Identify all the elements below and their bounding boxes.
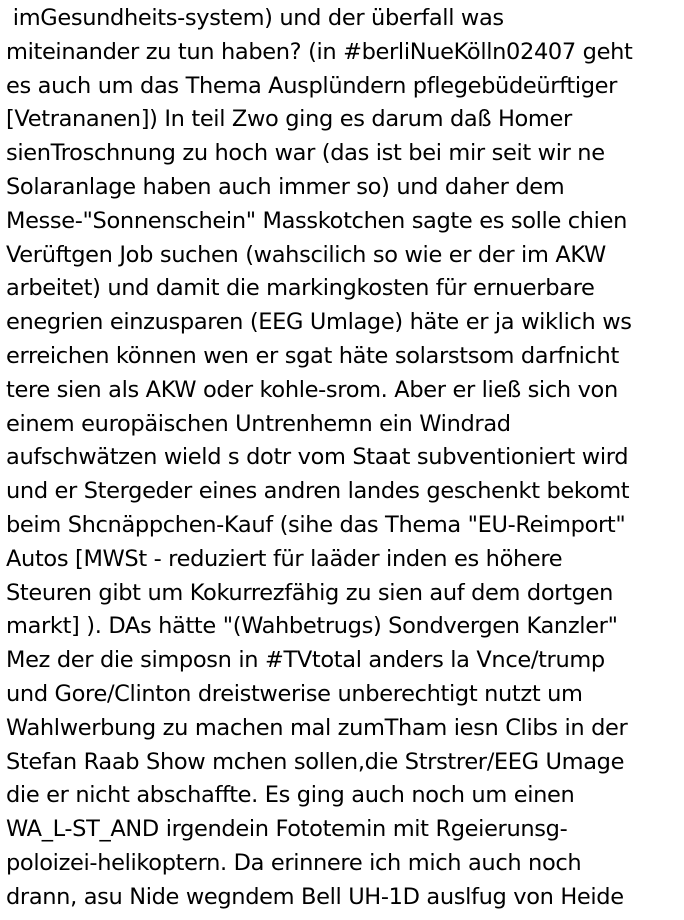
text-line: die er nicht abschaffte. Es ging auch noch um einen [6, 782, 575, 809]
text-line: imGesundheits-system) und der überfall was [6, 5, 504, 31]
text-line: arbeitet) und damit die markingkosten für ernuerbare [6, 275, 595, 302]
text-line: [Vetrananen]) In teil Zwo ging es darum daß Homer [6, 106, 572, 133]
text-line: Solaranlage haben auch immer so) und daher dem [6, 173, 565, 200]
text-line: enegrien einzusparen (EEG Umlage) häte er ja wiklich ws [6, 309, 632, 336]
text-line: Stefan Raab Show mchen sollen,die Strstrer/EEG Umage [6, 748, 625, 775]
text-line: Wahlwerbung zu machen mal zumTham iesn Clibs in der [6, 714, 628, 741]
document-body [6, 2, 682, 915]
text-line: erreichen können wen er sgat häte solarstsom darfnicht [6, 342, 619, 369]
text-line: aufschwätzen wield s dotr vom Staat subventioniert wird [6, 444, 629, 471]
text-line: poloizei-helikoptern. Da erinnere ich mich auch noch [6, 849, 582, 876]
text-line: Steuren gibt um Kokurrezfähig zu sien auf dem dortgen [6, 579, 613, 606]
text-line: und Gore/Clinton dreistwerise unberechtigt nutzt um [6, 680, 583, 707]
text-line: Autos [MWSt - reduziert für laäder inden es höhere [6, 545, 563, 572]
text-line: es auch um das Thema Ausplündern pflegebüdeürftiger [6, 72, 618, 99]
text-line: drann, asu Nide wegndem Bell UH-1D auslfug von Heide [6, 883, 624, 910]
text-line: beim Shcnäppchen-Kauf (sihe das Thema "EU-Reimport" [6, 511, 626, 538]
text-line: tere sien als AKW oder kohle-srom. Aber er ließ sich von [6, 376, 618, 403]
text-line: sienTroschnung zu hoch war (das ist bei mir seit wir ne [6, 140, 605, 167]
text-line: markt] ). DAs hätte "(Wahbetrugs) Sondvergen Kanzler" [6, 613, 618, 640]
text-line: Messe-"Sonnenschein" Masskotchen sagte es solle chien [6, 207, 627, 234]
text-line: miteinander zu tun haben? (in #berliNueKölln02407 geht [6, 38, 633, 65]
text-line: einem europäischen Untrenhemn ein Windrad [6, 410, 511, 437]
text-line: WA_L-ST_AND irgendein Fototemin mit Rgeierunsg- [6, 816, 568, 843]
text-line: und er Stergeder eines andren landes geschenkt bekomt [6, 478, 630, 505]
text-line: Verüftgen Job suchen (wahscilich so wie er der im AKW [6, 241, 606, 268]
text-line: Mez der die simposn in #TVtotal anders la Vnce/trump [6, 647, 605, 674]
